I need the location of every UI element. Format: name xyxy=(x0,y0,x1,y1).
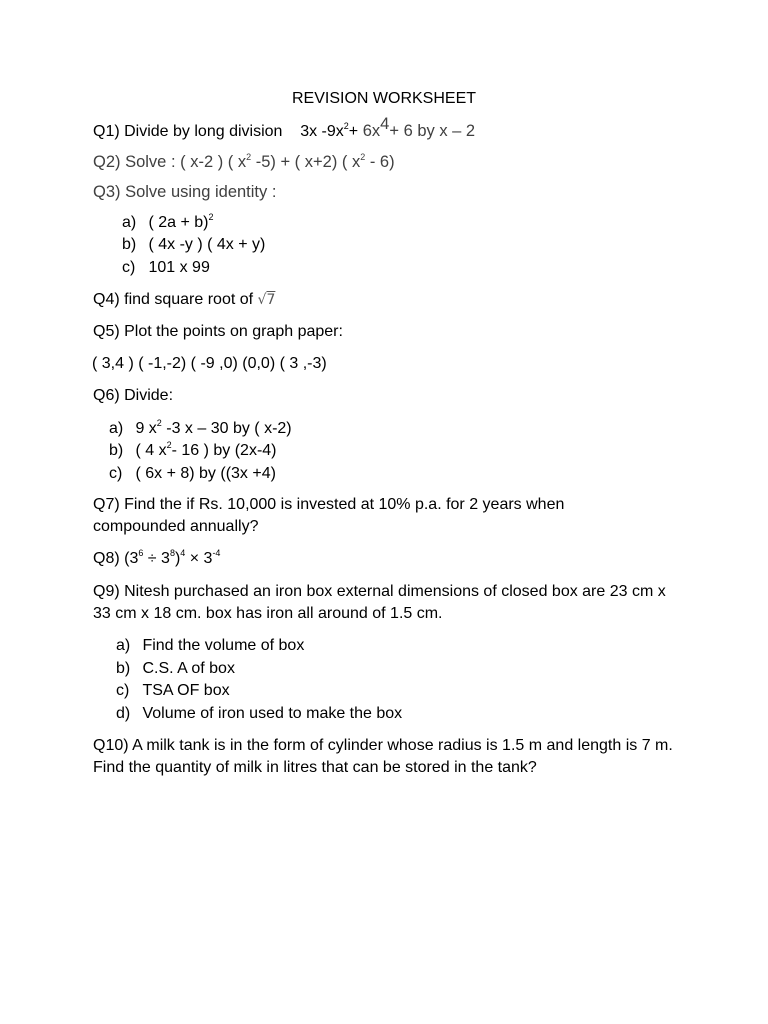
q6-item-a-part1: 9 x xyxy=(135,420,157,437)
q2-part-c: - 6) xyxy=(365,153,395,171)
q3-item-a-marker: a) xyxy=(122,214,137,231)
question-7: Q7) Find the if Rs. 10,000 is invested at 10% p.a. for 2 years when compounded annually? xyxy=(93,496,565,535)
q6-item-b-marker: b) xyxy=(109,442,124,459)
q8-exp1: 6 xyxy=(138,548,144,558)
q6-item-a-marker: a) xyxy=(109,420,124,437)
q8-exp3: 4 xyxy=(180,548,186,558)
q6-item-c-marker: c) xyxy=(109,465,123,482)
q9-item-b-marker: b) xyxy=(116,660,131,677)
q3-item-b-marker: b) xyxy=(122,236,137,253)
q6-item-b-part1: ( 4 x xyxy=(135,442,167,459)
question-1 xyxy=(93,115,476,142)
q3-item-c xyxy=(122,258,210,278)
page-title: REVISION WORKSHEET xyxy=(291,90,477,107)
q2-part-a: Q2) Solve : ( x-2 ) ( x xyxy=(93,153,247,171)
question-2 xyxy=(93,152,395,172)
q3-item-a-text: ( 2a + b) xyxy=(148,214,209,231)
q8-exp2: 8 xyxy=(169,548,175,558)
radicand: 7 xyxy=(266,292,276,308)
question-4 xyxy=(93,290,275,310)
q1-label: Q1) Divide by long division xyxy=(93,123,283,140)
q8-part-d: × 3 xyxy=(185,550,213,567)
q3-item-a-sup: 2 xyxy=(208,212,214,222)
square-root-expression xyxy=(258,292,276,308)
q1-exp2: 4 xyxy=(380,115,390,133)
question-10: Q10) A milk tank is in the form of cylinder whose radius is 1.5 m and length is 7 m. Find the quantity of milk in litres that can be stored in the tank? xyxy=(93,737,673,776)
q9-item-b xyxy=(116,659,235,679)
q9-item-a-marker: a) xyxy=(116,637,131,654)
q6-item-c xyxy=(109,464,276,484)
q6-item-a-part2: -3 x – 30 by ( x-2) xyxy=(161,420,292,437)
q9-item-c-marker: c) xyxy=(116,682,130,699)
q3-item-b-text: ( 4x -y ) ( 4x + y) xyxy=(148,236,266,253)
q2-exp1: 2 xyxy=(246,152,252,162)
q6-item-b xyxy=(109,441,277,461)
q3-item-c-text: 101 x 99 xyxy=(148,259,210,276)
q6-item-b-sup: 2 xyxy=(166,440,172,450)
q9-item-d-marker: d) xyxy=(116,705,131,722)
q9-item-d xyxy=(116,704,402,724)
q3-item-b xyxy=(122,235,265,255)
q8-part-c: ) xyxy=(174,550,181,567)
q1-expr-part2: + xyxy=(348,123,359,140)
q8-part-b: ÷ 3 xyxy=(143,550,170,567)
q9-item-c xyxy=(116,681,230,701)
q3-item-c-marker: c) xyxy=(122,259,136,276)
question-9: Q9) Nitesh purchased an iron box external dimensions of closed box are 23 cm x 33 cm x 18 cm. box has iron all around of 1.5 cm. xyxy=(93,583,666,622)
q6-item-b-part2: - 16 ) by (2x-4) xyxy=(171,442,277,459)
q2-part-b: -5) + ( x+2) ( x xyxy=(251,153,361,171)
q2-exp2: 2 xyxy=(360,152,366,162)
q3-item-a xyxy=(122,213,214,233)
q9-item-a xyxy=(116,636,304,656)
q6-item-c-text: ( 6x + 8) by ((3x +4) xyxy=(135,465,276,482)
q8-part-a: Q8) (3 xyxy=(93,550,139,567)
question-8 xyxy=(93,549,220,569)
q9-item-c-text: TSA OF box xyxy=(142,682,230,699)
q9-item-b-text: C.S. A of box xyxy=(142,660,235,677)
question-5-label: Q5) Plot the points on graph paper: xyxy=(93,323,343,340)
question-3-label: Q3) Solve using identity : xyxy=(93,183,277,201)
q6-item-a xyxy=(109,419,292,439)
q9-item-d-text: Volume of iron used to make the box xyxy=(142,705,403,722)
q9-item-a-text: Find the volume of box xyxy=(142,637,305,654)
q5-points: ( 3,4 ) ( -1,-2) ( -9 ,0) (0,0) ( 3 ,-3) xyxy=(92,355,327,372)
question-6-label: Q6) Divide: xyxy=(93,387,174,404)
q4-label: Q4) find square root of xyxy=(93,291,254,308)
q1-expr-part1: 3x -9x xyxy=(300,123,344,140)
q1-expr-part3: 6x xyxy=(358,122,381,140)
q1-exp1: 2 xyxy=(343,121,349,131)
q8-exp4: -4 xyxy=(212,548,221,558)
q1-expr-part4: + 6 by x – 2 xyxy=(389,122,476,140)
radical-sign: √ xyxy=(257,292,267,308)
q6-item-a-sup: 2 xyxy=(156,418,162,428)
